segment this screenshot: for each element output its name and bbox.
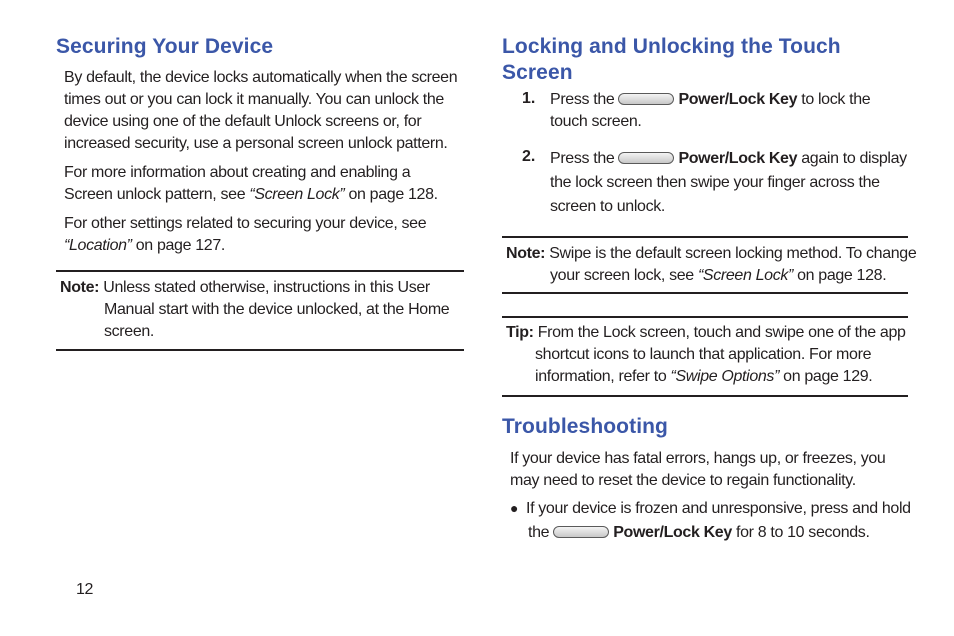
securing-paragraph: By default, the device locks automatically when the screen times out or you can lock it manually. You can unlock the device using one of the default Unlock screens or, for increased security, use a personal screen unlock pattern. xyxy=(64,69,458,152)
screen-lock-link[interactable]: “Screen Lock” xyxy=(697,267,793,284)
tip-label: Tip: xyxy=(506,324,534,341)
step-1 xyxy=(550,89,910,133)
bullet-icon: ● xyxy=(510,500,519,516)
step-text: Press the xyxy=(550,150,615,167)
tip-text: From the Lock screen, touch and swipe one of the app shortcut icons to launch that application. For more information, refer to xyxy=(533,324,906,385)
location-paragraph xyxy=(64,213,460,257)
bullet-text: If your device is frozen and unresponsive, press and hold the xyxy=(526,500,911,541)
note-box xyxy=(60,277,484,343)
note-label: Note: xyxy=(60,279,100,296)
paragraph-text: For other settings related to securing your device, see xyxy=(64,215,427,232)
paragraph-text: For more information about creating and enabling a Screen unlock pattern, see xyxy=(64,164,411,203)
screen-lock-paragraph xyxy=(64,162,460,206)
step-2-number: 2. xyxy=(522,148,536,165)
troubleshooting-heading: Troubleshooting xyxy=(502,415,668,438)
swipe-options-link[interactable]: “Swipe Options” xyxy=(670,368,780,385)
bullet-text: for 8 to 10 seconds. xyxy=(731,524,870,541)
step-text: Press the xyxy=(550,91,615,108)
power-key-icon xyxy=(553,526,609,538)
bullet-item xyxy=(510,497,924,545)
right-note-bottom-rule xyxy=(502,292,908,294)
troubleshooting-paragraph: If your device has fatal errors, hangs up, or freezes, you may need to reset the device to regain functionality. xyxy=(510,450,886,489)
note-text: on page 128. xyxy=(792,267,887,284)
page-number: 12 xyxy=(76,581,94,598)
note-label: Note: xyxy=(506,245,546,262)
location-link[interactable]: “Location” xyxy=(64,237,132,254)
right-note-top-rule xyxy=(502,236,908,238)
power-key-icon xyxy=(618,152,674,164)
screen-lock-link[interactable]: “Screen Lock” xyxy=(249,186,345,203)
locking-heading: Locking and Unlocking the Touch Screen xyxy=(502,35,841,84)
power-lock-key-label: Power/Lock Key xyxy=(678,91,798,108)
tip-bottom-rule xyxy=(502,395,908,397)
power-lock-key-label: Power/Lock Key xyxy=(613,524,732,541)
step-2 xyxy=(550,147,910,219)
step-text: again to display the lock screen then swipe your finger across the screen to unlock. xyxy=(550,150,907,215)
paragraph-text: on page 127. xyxy=(131,237,225,254)
note-top-rule xyxy=(56,270,464,272)
note-text: Unless stated otherwise, instructions in this User Manual start with the device unlocked, at the Home screen. xyxy=(99,279,450,340)
tip-top-rule xyxy=(502,316,908,318)
tip-box xyxy=(506,322,931,388)
note-text: Swipe is the default screen locking method. To change your screen lock, see xyxy=(545,245,917,284)
power-key-icon xyxy=(618,93,674,105)
paragraph-text: on page 128. xyxy=(344,186,438,203)
note-bottom-rule xyxy=(56,349,464,351)
securing-heading: Securing Your Device xyxy=(56,35,274,58)
step-1-number: 1. xyxy=(522,90,536,107)
tip-text: on page 129. xyxy=(779,368,873,385)
step-text: to lock the touch screen. xyxy=(550,91,871,130)
power-lock-key-label: Power/Lock Key xyxy=(678,150,798,167)
right-note-box xyxy=(506,243,950,287)
